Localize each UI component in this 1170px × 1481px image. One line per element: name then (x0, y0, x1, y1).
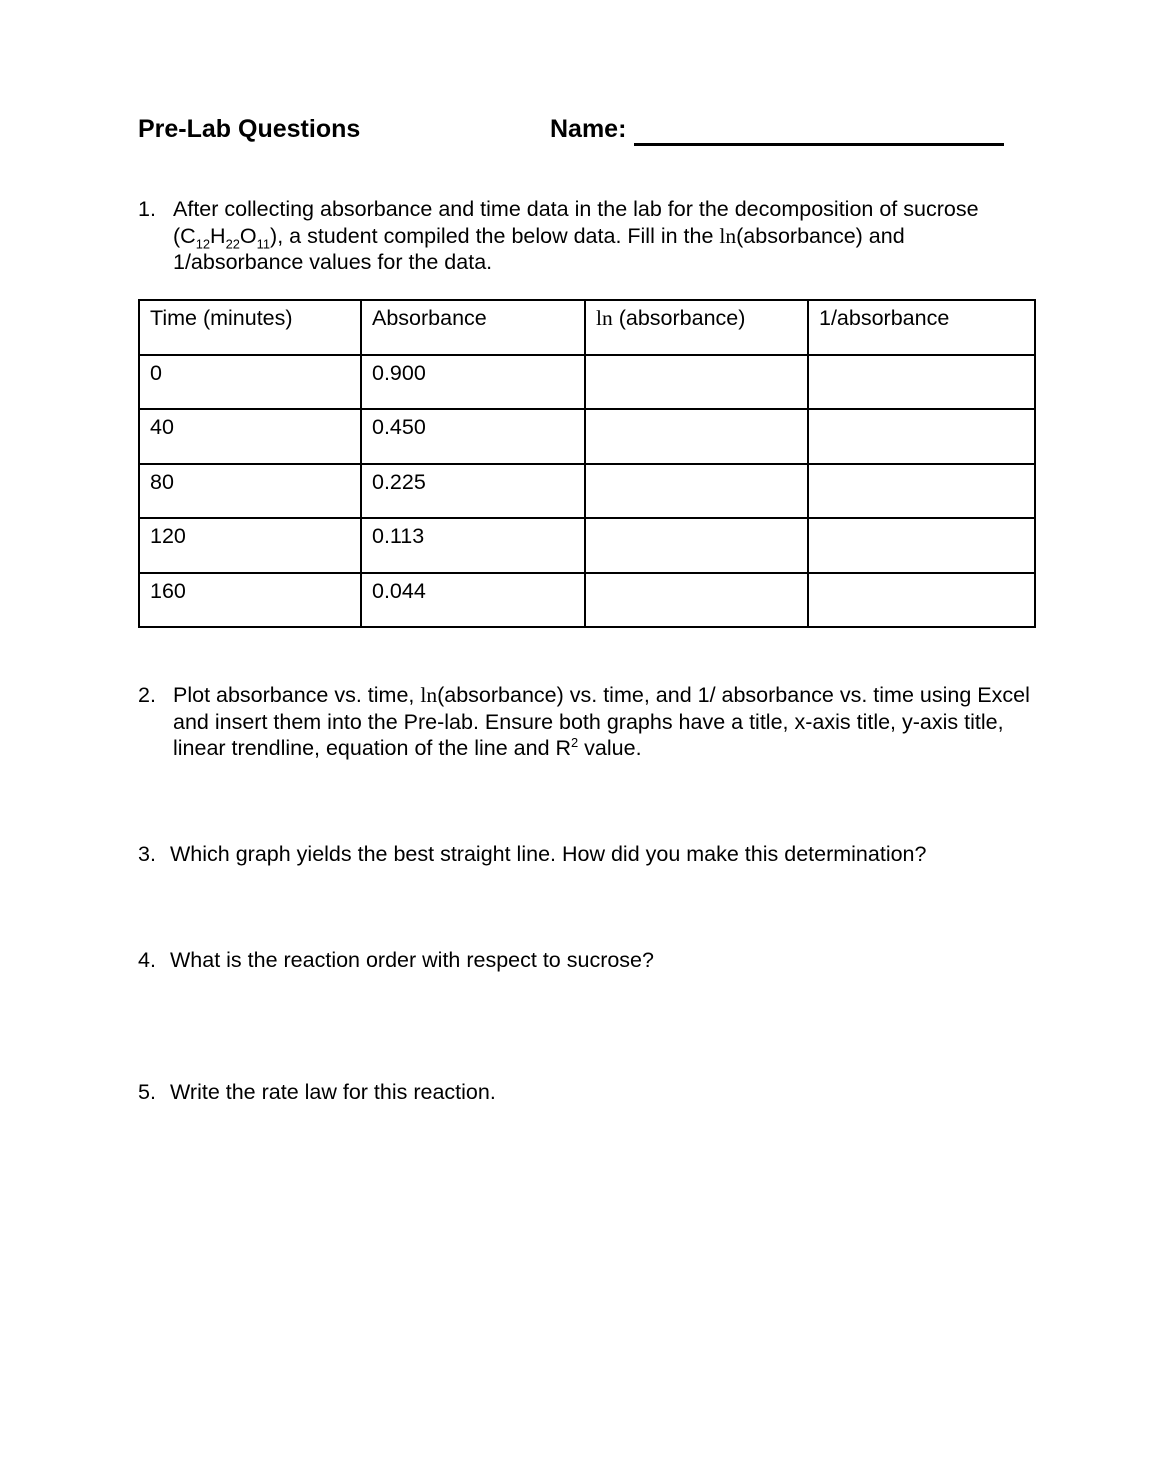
question-text: Write the rate law for this reaction. (170, 1080, 496, 1104)
question-2 (138, 682, 1038, 762)
cell-time: 160 (139, 573, 361, 628)
header-time: Time (minutes) (139, 300, 361, 355)
text-segment: (absorbance) vs. time, and 1/ absorbance vs. time using Excel and insert them into the Pre-lab. Ensure both graphs have a title, x-axis title, y-axis title, linear trendline, equation of the line and R (173, 683, 1030, 760)
cell-absorbance: 0.113 (361, 518, 585, 573)
name-blank-line[interactable] (634, 143, 1004, 146)
cell-inverse-blank[interactable] (808, 355, 1035, 410)
text-segment: Plot absorbance vs. time, (173, 683, 421, 707)
cell-ln-blank[interactable] (585, 518, 808, 573)
question-text (173, 196, 1038, 276)
superscript: 2 (571, 734, 579, 750)
question-4 (138, 947, 654, 974)
header-inverse-absorbance: 1/absorbance (808, 300, 1035, 355)
table-row (139, 355, 1035, 410)
cell-absorbance: 0.225 (361, 464, 585, 519)
question-text: What is the reaction order with respect to sucrose? (170, 948, 654, 972)
header-text: (absorbance) (612, 306, 746, 330)
table-row (139, 409, 1035, 464)
cell-ln-blank[interactable] (585, 573, 808, 628)
question-number: 5. (138, 1080, 156, 1104)
cell-time: 0 (139, 355, 361, 410)
ln-symbol: ln (719, 223, 737, 248)
cell-absorbance: 0.044 (361, 573, 585, 628)
cell-ln-blank[interactable] (585, 409, 808, 464)
table-row (139, 573, 1035, 628)
header-absorbance: Absorbance (361, 300, 585, 355)
question-number: 4. (138, 948, 156, 972)
question-1 (138, 196, 1038, 276)
page-title: Pre-Lab Questions (138, 115, 361, 143)
text-segment: value. (578, 736, 642, 760)
ln-symbol: ln (596, 306, 613, 330)
subscript: 22 (225, 235, 240, 251)
question-text: Which graph yields the best straight line. How did you make this determination? (170, 842, 927, 866)
cell-inverse-blank[interactable] (808, 464, 1035, 519)
question-text (173, 682, 1038, 762)
cell-time: 80 (139, 464, 361, 519)
table-row (139, 518, 1035, 573)
text-segment: (absorbance) and 1/absorbance values for the data. (173, 223, 905, 274)
data-table (138, 299, 1036, 628)
question-number: 3. (138, 842, 156, 866)
name-label: Name: (550, 115, 627, 143)
text-segment: O (239, 223, 257, 248)
table-row (139, 464, 1035, 519)
subscript: 11 (256, 235, 271, 251)
table-header-row (139, 300, 1035, 355)
text-segment: ), a student compiled the below data. Fill in the (270, 223, 720, 248)
cell-absorbance: 0.450 (361, 409, 585, 464)
question-number: 2. (138, 683, 156, 707)
cell-absorbance: 0.900 (361, 355, 585, 410)
cell-inverse-blank[interactable] (808, 518, 1035, 573)
cell-time: 40 (139, 409, 361, 464)
ln-symbol: ln (420, 683, 438, 707)
cell-inverse-blank[interactable] (808, 573, 1035, 628)
question-3 (138, 841, 926, 868)
header-ln-absorbance (585, 300, 808, 355)
question-number: 1. (138, 197, 156, 221)
cell-time: 120 (139, 518, 361, 573)
cell-inverse-blank[interactable] (808, 409, 1035, 464)
text-segment: After collecting absorbance and time data in the lab for the decomposition of sucrose (C (173, 197, 979, 248)
subscript: 12 (195, 235, 211, 251)
cell-ln-blank[interactable] (585, 464, 808, 519)
question-5 (138, 1079, 496, 1106)
text-segment: H (210, 223, 226, 248)
cell-ln-blank[interactable] (585, 355, 808, 410)
